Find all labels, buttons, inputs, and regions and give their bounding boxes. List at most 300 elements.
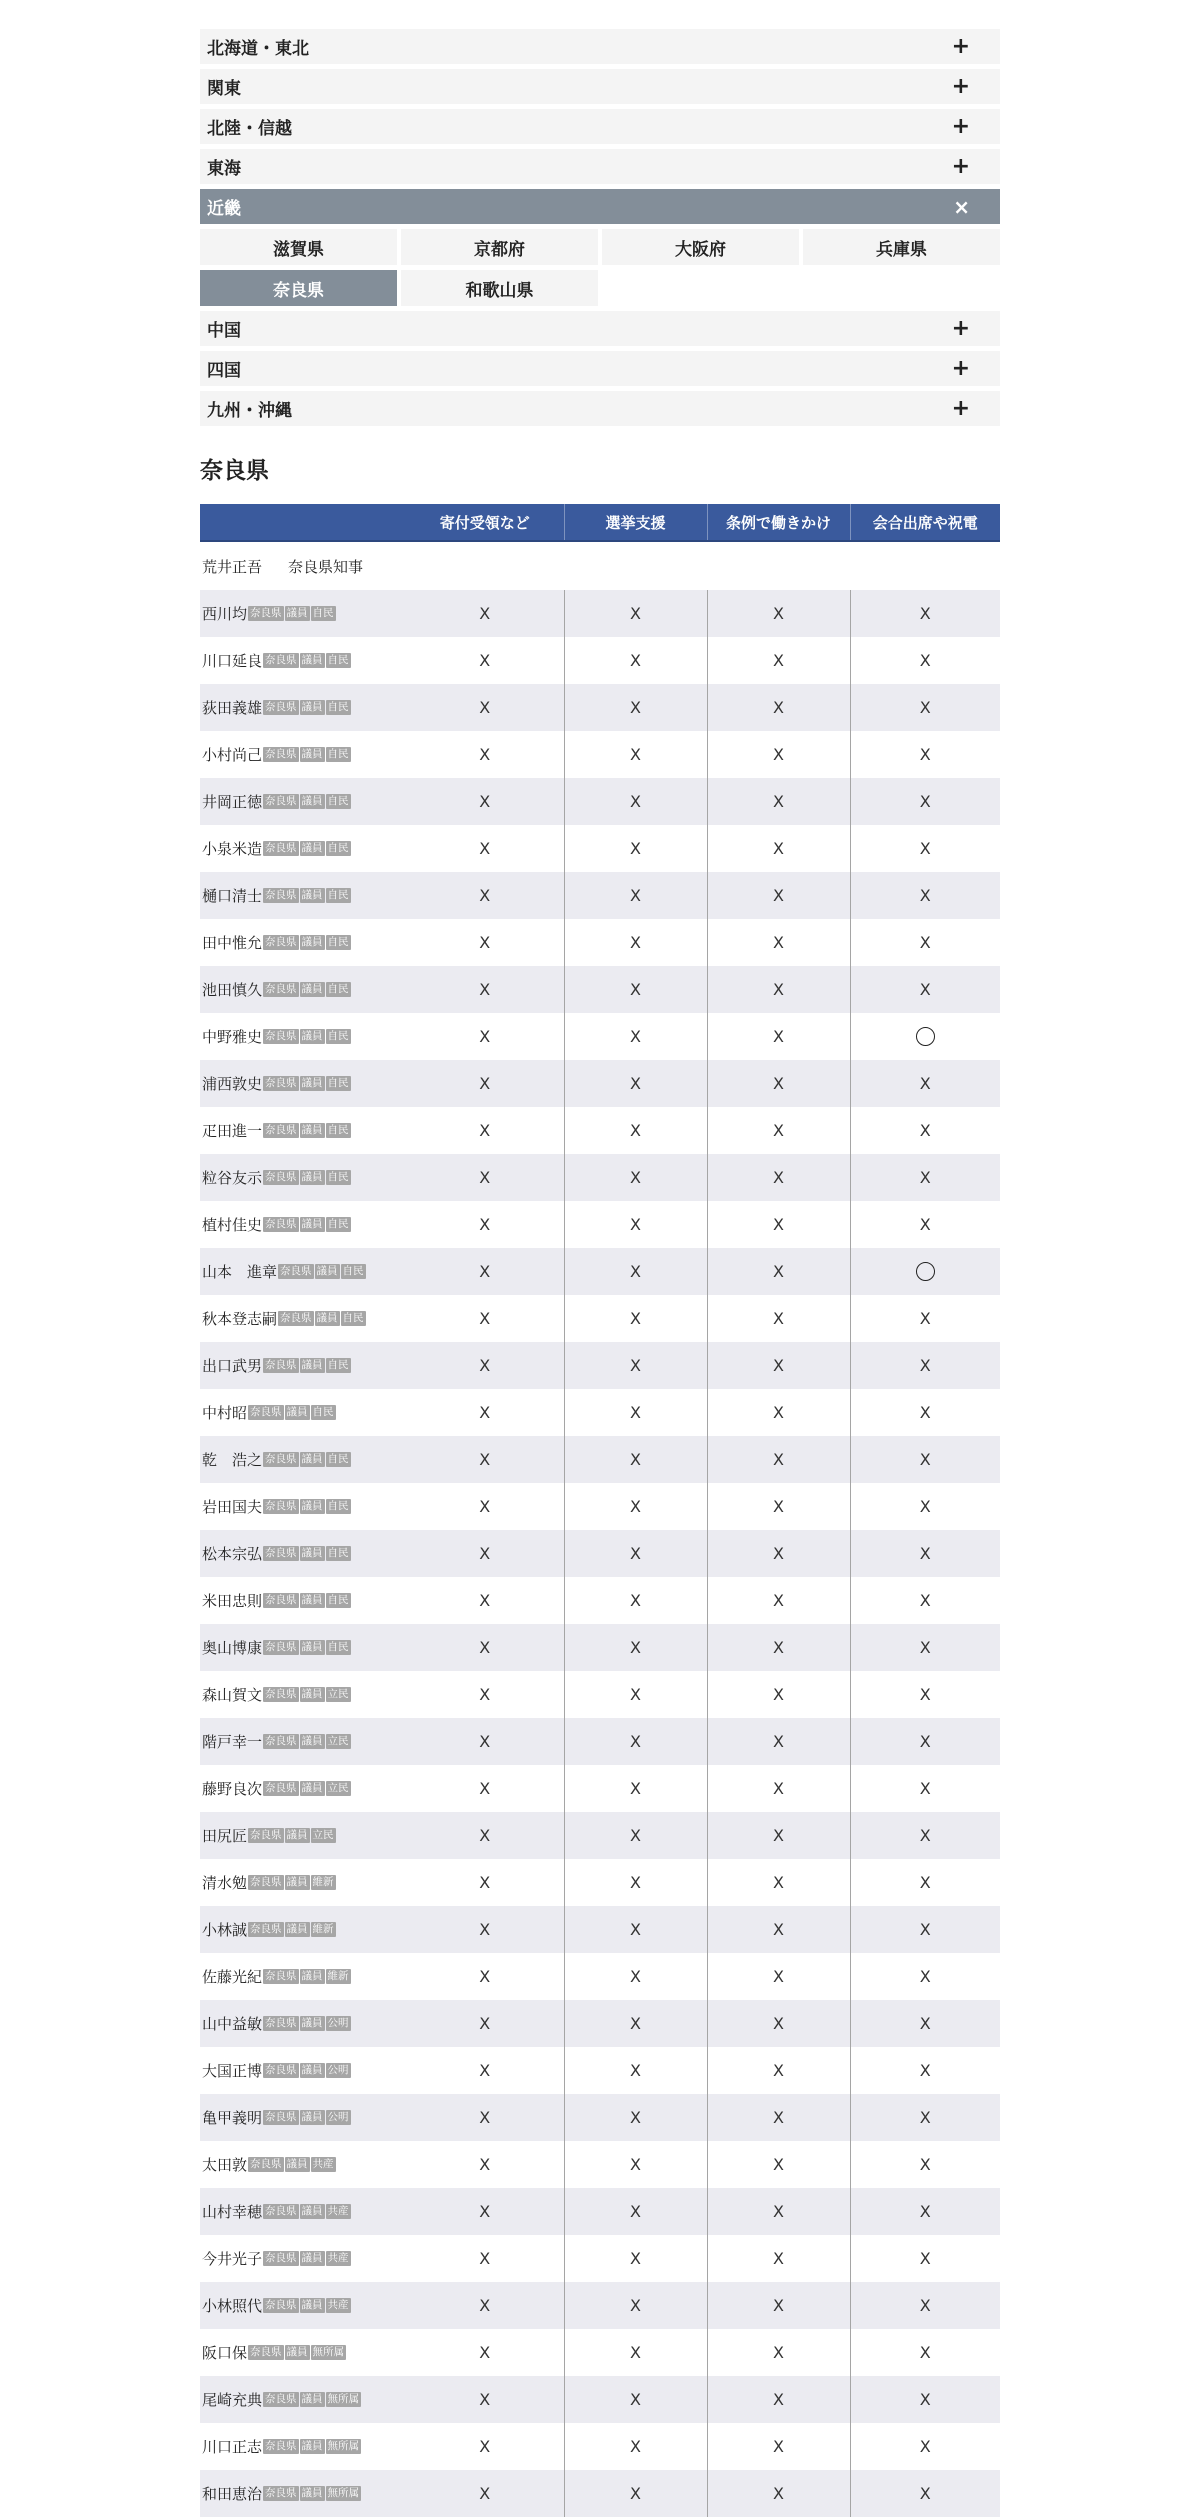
- cross-mark: X: [479, 604, 491, 623]
- cross-mark: X: [919, 2061, 931, 2080]
- member-tag: 自民: [327, 1453, 349, 1465]
- cross-mark: X: [919, 604, 931, 623]
- region-header-4[interactable]: [200, 189, 1000, 224]
- mark-cell: [406, 966, 564, 1013]
- mark-cell: [850, 966, 1000, 1013]
- member-tag: 自民: [327, 1500, 349, 1512]
- mark-cell: [564, 731, 707, 778]
- mark-cell: [707, 1107, 850, 1154]
- cross-mark: X: [479, 792, 491, 811]
- mark-cell: [406, 1248, 564, 1295]
- mark-cell: [707, 2188, 850, 2235]
- region-header-1[interactable]: [200, 69, 1000, 104]
- member-tag: 奈良県: [265, 2487, 297, 2499]
- cross-mark: X: [919, 1121, 931, 1140]
- prefecture-button-3[interactable]: 兵庫県: [803, 229, 1000, 265]
- member-name: 井岡正徳: [202, 793, 263, 811]
- mark-cell: [564, 1295, 707, 1342]
- header-name-col: [200, 504, 406, 541]
- member-tag: 自民: [327, 1171, 349, 1183]
- member-tag: 議員: [301, 748, 323, 760]
- mark-cell: [850, 2094, 1000, 2141]
- cross-mark: X: [919, 886, 931, 905]
- mark-cell: [707, 2141, 850, 2188]
- member-name: 藤野良次: [202, 1780, 263, 1798]
- mark-cell: [564, 2376, 707, 2423]
- cross-mark: X: [479, 1262, 491, 1281]
- mark-cell: [850, 2235, 1000, 2282]
- header-meeting-col: 会合出席や祝電: [850, 504, 1000, 541]
- mark-cell: [850, 1812, 1000, 1859]
- member-cell: [200, 1483, 406, 1530]
- member-cell: [200, 2141, 406, 2188]
- header-election-col: 選挙支援: [564, 504, 707, 541]
- member-tag: 自民: [327, 654, 349, 666]
- cross-mark: X: [919, 745, 931, 764]
- cross-mark: X: [479, 1356, 491, 1375]
- cross-mark: X: [919, 2108, 931, 2127]
- region-label: 北陸・信越: [207, 119, 292, 139]
- member-tag: 公明: [327, 2111, 349, 2123]
- mark-cell: [564, 1671, 707, 1718]
- member-tag: 議員: [301, 2487, 323, 2499]
- prefecture-button-1[interactable]: 京都府: [401, 229, 598, 265]
- cross-mark: X: [630, 839, 641, 858]
- governor-name: 荒井正吾: [202, 557, 263, 576]
- mark-cell: [707, 1671, 850, 1718]
- mark-cell: [850, 1953, 1000, 2000]
- cross-mark: X: [773, 1638, 784, 1657]
- region-label: 近畿: [207, 199, 241, 219]
- mark-cell: [850, 1718, 1000, 1765]
- region-header-0[interactable]: [200, 29, 1000, 64]
- member-tag: 議員: [301, 2440, 323, 2452]
- member-name: 川口延良: [202, 652, 263, 670]
- mark-cell: [850, 1436, 1000, 1483]
- mark-cell: [850, 919, 1000, 966]
- mark-cell: [850, 1248, 1000, 1295]
- cross-mark: X: [919, 2296, 931, 2315]
- prefecture-button-2[interactable]: 大阪府: [602, 229, 799, 265]
- cross-mark: X: [919, 792, 931, 811]
- mark-cell: [850, 731, 1000, 778]
- member-name: 出口武男: [202, 1357, 263, 1375]
- member-tag: 議員: [301, 2252, 323, 2264]
- member-name: 山中益敏: [202, 2015, 263, 2033]
- cross-mark: X: [479, 980, 491, 999]
- region-header-5[interactable]: [200, 311, 1000, 346]
- member-cell: [200, 2329, 406, 2376]
- mark-cell: [406, 1436, 564, 1483]
- member-tag: 立民: [312, 1829, 334, 1841]
- member-tag: 自民: [327, 1030, 349, 1042]
- member-tag: 議員: [316, 1312, 338, 1324]
- mark-cell: [707, 1389, 850, 1436]
- member-cell: [200, 1201, 406, 1248]
- member-tag: 奈良県: [265, 654, 297, 666]
- member-cell: [200, 1436, 406, 1483]
- cross-mark: X: [630, 1685, 641, 1704]
- cross-mark: X: [919, 1544, 931, 1563]
- member-tag: 自民: [327, 1218, 349, 1230]
- cross-mark: X: [919, 2437, 931, 2456]
- governor-row: [200, 541, 1000, 590]
- mark-cell: [707, 2329, 850, 2376]
- member-tag: 立民: [327, 1782, 349, 1794]
- member-tag: 議員: [316, 1265, 338, 1277]
- table-row: [200, 1859, 1000, 1906]
- mark-cell: [564, 1624, 707, 1671]
- mark-cell: [406, 731, 564, 778]
- cross-mark: X: [919, 2155, 931, 2174]
- member-name: 岩田国夫: [202, 1498, 263, 1516]
- cross-mark: X: [773, 2437, 784, 2456]
- member-name: 川口正志: [202, 2438, 263, 2456]
- member-tag: 奈良県: [265, 1782, 297, 1794]
- cross-mark: X: [630, 1920, 641, 1939]
- plus-icon[interactable]: +: [951, 315, 970, 341]
- cross-mark: X: [919, 1591, 931, 1610]
- table-row: [200, 1624, 1000, 1671]
- cross-mark: X: [773, 1450, 784, 1469]
- cross-mark: X: [630, 2108, 641, 2127]
- mark-cell: [707, 2000, 850, 2047]
- mark-cell: [564, 1342, 707, 1389]
- table-row: [200, 1718, 1000, 1765]
- mark-cell: [406, 590, 564, 637]
- cross-mark: X: [919, 1309, 931, 1328]
- plus-icon[interactable]: +: [951, 33, 970, 59]
- mark-cell: [707, 684, 850, 731]
- mark-cell: [707, 1812, 850, 1859]
- mark-cell: [406, 1624, 564, 1671]
- prefecture-title: 奈良県: [200, 458, 269, 484]
- mark-cell: [406, 2141, 564, 2188]
- cross-mark: X: [919, 839, 931, 858]
- table-row: [200, 1342, 1000, 1389]
- member-tag: 維新: [312, 1923, 334, 1935]
- cross-mark: X: [479, 1873, 491, 1892]
- mark-cell: [850, 2470, 1000, 2517]
- mark-cell: [707, 1859, 850, 1906]
- cross-mark: X: [630, 1450, 641, 1469]
- member-tag: 無所属: [327, 2487, 360, 2499]
- cross-mark: X: [630, 980, 641, 999]
- mark-cell: [850, 2329, 1000, 2376]
- cross-mark: X: [479, 839, 491, 858]
- member-cell: [200, 684, 406, 731]
- cross-mark: X: [919, 1779, 931, 1798]
- member-tag: 無所属: [312, 2346, 345, 2358]
- table-row: [200, 1201, 1000, 1248]
- cross-mark: X: [479, 1309, 491, 1328]
- member-cell: [200, 590, 406, 637]
- cross-mark: X: [479, 1121, 491, 1140]
- member-tag: 奈良県: [265, 2299, 297, 2311]
- plus-icon[interactable]: +: [951, 355, 970, 381]
- member-tag: 議員: [286, 2158, 308, 2170]
- member-name: 粒谷友示: [202, 1169, 263, 1187]
- member-tag: 維新: [327, 1970, 349, 1982]
- mark-cell: [406, 825, 564, 872]
- prefecture-button-5[interactable]: 和歌山県: [401, 270, 598, 306]
- cross-mark: X: [630, 1826, 641, 1845]
- cross-mark: X: [773, 2249, 784, 2268]
- member-cell: [200, 825, 406, 872]
- mark-cell: [564, 2047, 707, 2094]
- region-label: 九州・沖縄: [207, 401, 292, 421]
- member-name: 今井光子: [202, 2250, 263, 2268]
- mark-cell: [564, 1107, 707, 1154]
- region-header-2[interactable]: [200, 109, 1000, 144]
- mark-cell: [564, 2470, 707, 2517]
- table-row: [200, 1389, 1000, 1436]
- member-cell: [200, 2376, 406, 2423]
- cross-mark: X: [773, 2014, 784, 2033]
- mark-cell: [707, 1953, 850, 2000]
- mark-cell: [850, 684, 1000, 731]
- mark-cell: [406, 2235, 564, 2282]
- region-label: 東海: [207, 159, 241, 179]
- member-tag: 立民: [327, 1688, 349, 1700]
- cross-mark: X: [773, 933, 784, 952]
- table-row: [200, 1483, 1000, 1530]
- mark-cell: [406, 1154, 564, 1201]
- mark-cell: [850, 1577, 1000, 1624]
- close-icon[interactable]: ×: [953, 194, 970, 219]
- mark-cell: [850, 825, 1000, 872]
- mark-cell: [707, 778, 850, 825]
- mark-cell: [406, 919, 564, 966]
- member-cell: [200, 1906, 406, 1953]
- plus-icon[interactable]: +: [951, 113, 970, 139]
- mark-cell: [850, 1060, 1000, 1107]
- cross-mark: X: [630, 698, 641, 717]
- cross-mark: X: [479, 1732, 491, 1751]
- cross-mark: X: [919, 1403, 931, 1422]
- member-name: 疋田進一: [202, 1122, 263, 1140]
- member-name: 階戸幸一: [202, 1733, 263, 1751]
- member-tag: 議員: [301, 1735, 323, 1747]
- member-cell: [200, 1248, 406, 1295]
- mark-cell: [850, 1671, 1000, 1718]
- cross-mark: X: [630, 2155, 641, 2174]
- results-table-wrapper: [200, 504, 1000, 2517]
- plus-icon[interactable]: +: [951, 153, 970, 179]
- member-cell: [200, 1624, 406, 1671]
- cross-mark: X: [773, 1685, 784, 1704]
- member-tag: 議員: [286, 1923, 308, 1935]
- cross-mark: X: [630, 933, 641, 952]
- cross-mark: X: [919, 1074, 931, 1093]
- member-tag: 奈良県: [265, 2205, 297, 2217]
- member-name: 小林誠: [202, 1921, 248, 1939]
- mark-cell: [850, 1483, 1000, 1530]
- mark-cell: [850, 872, 1000, 919]
- cross-mark: X: [479, 2061, 491, 2080]
- member-tag: 自民: [327, 1077, 349, 1089]
- cross-mark: X: [773, 1544, 784, 1563]
- cross-mark: X: [773, 1497, 784, 1516]
- cross-mark: X: [630, 651, 641, 670]
- cross-mark: X: [479, 2249, 491, 2268]
- mark-cell: [707, 825, 850, 872]
- member-tag: 自民: [312, 607, 334, 619]
- mark-cell: [707, 1906, 850, 1953]
- cross-mark: X: [479, 886, 491, 905]
- cross-mark: X: [630, 1403, 641, 1422]
- cross-mark: X: [630, 2202, 641, 2221]
- mark-cell: [850, 1530, 1000, 1577]
- member-cell: [200, 1107, 406, 1154]
- member-name: 小林照代: [202, 2297, 263, 2315]
- member-name: 田中惟允: [202, 934, 263, 952]
- cross-mark: X: [630, 2390, 641, 2409]
- mark-cell: [707, 1154, 850, 1201]
- mark-cell: [564, 1389, 707, 1436]
- cross-mark: X: [773, 1074, 784, 1093]
- member-tag: 自民: [327, 842, 349, 854]
- mark-cell: [564, 1154, 707, 1201]
- member-tag: 奈良県: [280, 1312, 312, 1324]
- cross-mark: X: [630, 1779, 641, 1798]
- circle-icon: [916, 1262, 935, 1281]
- member-tag: 奈良県: [265, 1641, 297, 1653]
- cross-mark: X: [630, 2249, 641, 2268]
- mark-cell: [707, 1718, 850, 1765]
- member-tag: 奈良県: [265, 2440, 297, 2452]
- prefecture-button-0[interactable]: 滋賀県: [200, 229, 397, 265]
- cross-mark: X: [479, 2155, 491, 2174]
- member-cell: [200, 1013, 406, 1060]
- member-tag: 奈良県: [265, 1735, 297, 1747]
- mark-cell: [564, 1530, 707, 1577]
- cross-mark: X: [919, 1638, 931, 1657]
- cross-mark: X: [773, 2202, 784, 2221]
- cross-mark: X: [919, 2202, 931, 2221]
- mark-cell: [564, 1013, 707, 1060]
- member-tag: 奈良県: [265, 983, 297, 995]
- mark-cell: [564, 2188, 707, 2235]
- cross-mark: X: [773, 1732, 784, 1751]
- member-tag: 議員: [301, 1547, 323, 1559]
- member-tag: 議員: [301, 1970, 323, 1982]
- mark-cell: [564, 2094, 707, 2141]
- mark-cell: [564, 637, 707, 684]
- region-header-6[interactable]: [200, 351, 1000, 386]
- mark-cell: [707, 2376, 850, 2423]
- member-name: 山本 進章: [202, 1263, 278, 1281]
- cross-mark: X: [919, 1168, 931, 1187]
- member-name: 奥山博康: [202, 1639, 263, 1657]
- mark-cell: [850, 1154, 1000, 1201]
- member-cell: [200, 2423, 406, 2470]
- cross-mark: X: [773, 2155, 784, 2174]
- member-tag: 奈良県: [250, 2158, 282, 2170]
- region-header-3[interactable]: [200, 149, 1000, 184]
- member-cell: [200, 919, 406, 966]
- member-tag: 自民: [327, 795, 349, 807]
- cross-mark: X: [773, 1215, 784, 1234]
- member-cell: [200, 1718, 406, 1765]
- member-tag: 議員: [301, 1359, 323, 1371]
- cross-mark: X: [773, 1121, 784, 1140]
- cross-mark: X: [630, 2484, 641, 2503]
- mark-cell: [707, 1342, 850, 1389]
- member-tag: 立民: [327, 1735, 349, 1747]
- mark-cell: [850, 778, 1000, 825]
- member-tag: 議員: [286, 1406, 308, 1418]
- table-row: [200, 1107, 1000, 1154]
- region-label: 北海道・東北: [207, 39, 309, 59]
- cross-mark: X: [773, 886, 784, 905]
- mark-cell: [707, 731, 850, 778]
- mark-cell: [406, 1671, 564, 1718]
- member-name: 池田慎久: [202, 981, 263, 999]
- member-tag: 奈良県: [265, 936, 297, 948]
- mark-cell: [406, 2470, 564, 2517]
- mark-cell: [406, 1812, 564, 1859]
- table-row: [200, 2282, 1000, 2329]
- cross-mark: X: [479, 2202, 491, 2221]
- member-cell: [200, 1060, 406, 1107]
- mark-cell: [564, 1201, 707, 1248]
- cross-mark: X: [773, 1591, 784, 1610]
- member-cell: [200, 966, 406, 1013]
- region-header-7[interactable]: [200, 391, 1000, 426]
- member-name: 乾 浩之: [202, 1451, 263, 1469]
- cross-mark: X: [773, 1168, 784, 1187]
- plus-icon[interactable]: +: [951, 73, 970, 99]
- member-cell: [200, 1295, 406, 1342]
- mark-cell: [406, 1577, 564, 1624]
- mark-cell: [564, 1765, 707, 1812]
- mark-cell: [406, 1295, 564, 1342]
- cross-mark: X: [919, 1826, 931, 1845]
- mark-cell: [850, 1201, 1000, 1248]
- mark-cell: [707, 872, 850, 919]
- mark-cell: [707, 1013, 850, 1060]
- member-tag: 自民: [327, 936, 349, 948]
- table-row: [200, 684, 1000, 731]
- member-name: 松本宗弘: [202, 1545, 263, 1563]
- cross-mark: X: [773, 1403, 784, 1422]
- table-row: [200, 2188, 1000, 2235]
- cross-mark: X: [479, 1826, 491, 1845]
- member-tag: 議員: [286, 2346, 308, 2358]
- governor-cell: [200, 541, 406, 590]
- member-name: 亀甲義明: [202, 2109, 263, 2127]
- cross-mark: X: [479, 2108, 491, 2127]
- table-row: [200, 2470, 1000, 2517]
- mark-cell: [564, 1718, 707, 1765]
- mark-cell: [406, 637, 564, 684]
- cross-mark: X: [773, 980, 784, 999]
- prefecture-button-4[interactable]: 奈良県: [200, 270, 397, 306]
- table-row: [200, 2094, 1000, 2141]
- member-cell: [200, 731, 406, 778]
- cross-mark: X: [479, 2484, 491, 2503]
- cross-mark: X: [773, 2343, 784, 2362]
- mark-cell: [564, 2282, 707, 2329]
- table-row: [200, 1906, 1000, 1953]
- plus-icon[interactable]: +: [951, 395, 970, 421]
- cross-mark: X: [479, 933, 491, 952]
- member-tag: 自民: [312, 1406, 334, 1418]
- member-tag: 奈良県: [265, 1547, 297, 1559]
- member-tag: 議員: [301, 936, 323, 948]
- member-cell: [200, 2282, 406, 2329]
